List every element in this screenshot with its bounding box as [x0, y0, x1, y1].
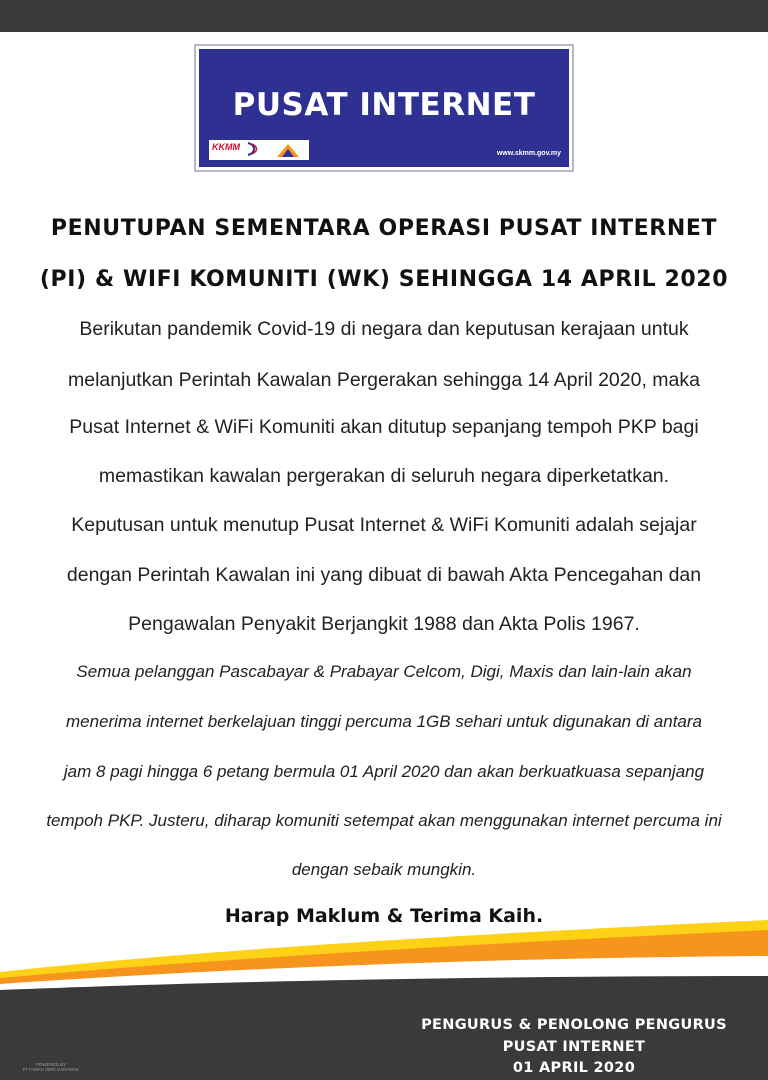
headline-line-2: (PI) & WIFI KOMUNITI (WK) SEHINGGA 14 APRIL 2020 [39, 267, 729, 292]
powered-by-label: POWERED BY [35, 1062, 67, 1067]
paragraph-1-line-3: Pusat Internet & WiFi Komuniti akan ditutup sepanjang tempoh PKP bagi [69, 416, 699, 438]
paragraph-2-line-2: dengan Perintah Kawalan ini yang dibuat di bawah Akta Pencegahan dan [66, 564, 702, 586]
paragraph-1-line-2: melanjutkan Perintah Kawalan Pergerakan sehingga 14 April 2020, maka [68, 369, 700, 391]
paragraph-3-line-4: tempoh PKP. Justeru, diharap komuniti setempat akan menggunakan internet percuma ini [46, 811, 722, 830]
signature-date: 01 APRIL 2020 [512, 1060, 636, 1076]
paragraph-3-line-1: Semua pelanggan Pascabayar & Prabayar Celcom, Digi, Maxis dan lain-lain akan [76, 662, 692, 681]
signature-line-2: PUSAT INTERNET [502, 1039, 646, 1055]
paragraph-2-line-3: Pengawalan Penyakit Berjangkit 1988 dan Akta Polis 1967. [128, 613, 640, 635]
powered-by-name: PI TAMAN SERI SARAWAK [22, 1067, 79, 1072]
paragraph-3-line-3: jam 8 pagi hingga 6 petang bermula 01 April 2020 dan akan berkuatkuasa sepanjang [63, 762, 705, 781]
sign-panel [199, 49, 569, 167]
closing-line: Harap Maklum & Terima Kaih. [224, 905, 544, 927]
paragraph-3-line-2: menerima internet berkelajuan tinggi percuma 1GB sehari untuk digunakan di antara [66, 712, 702, 731]
kkmm-swoosh-icon [246, 141, 260, 157]
sign-title: PUSAT INTERNET [232, 87, 536, 123]
footer-swoosh [0, 920, 768, 1080]
paragraph-3-line-5: dengan sebaik mungkin. [291, 860, 477, 879]
headline-line-1: PENUTUPAN SEMENTARA OPERASI PUSAT INTERNET [50, 216, 718, 241]
paragraph-1-line-4: memastikan kawalan pergerakan di seluruh negara diperketatkan. [98, 465, 670, 487]
powered-by [6, 1062, 96, 1072]
mcmc-logo-icon [273, 142, 303, 158]
paragraph-1-line-1: Berikutan pandemik Covid-19 di negara dan keputusan kerajaan untuk [79, 318, 689, 340]
top-bar [0, 0, 768, 32]
kkmm-logo: KKMM [212, 142, 240, 152]
sign-url: www.skmm.gov.my [496, 150, 561, 157]
sign-logos [209, 140, 309, 160]
signature-line-1: PENGURUS & PENOLONG PENGURUS [421, 1017, 727, 1033]
paragraph-2-line-1: Keputusan untuk menutup Pusat Internet & WiFi Komuniti adalah sejajar [71, 514, 697, 536]
pusat-internet-sign [194, 44, 574, 172]
